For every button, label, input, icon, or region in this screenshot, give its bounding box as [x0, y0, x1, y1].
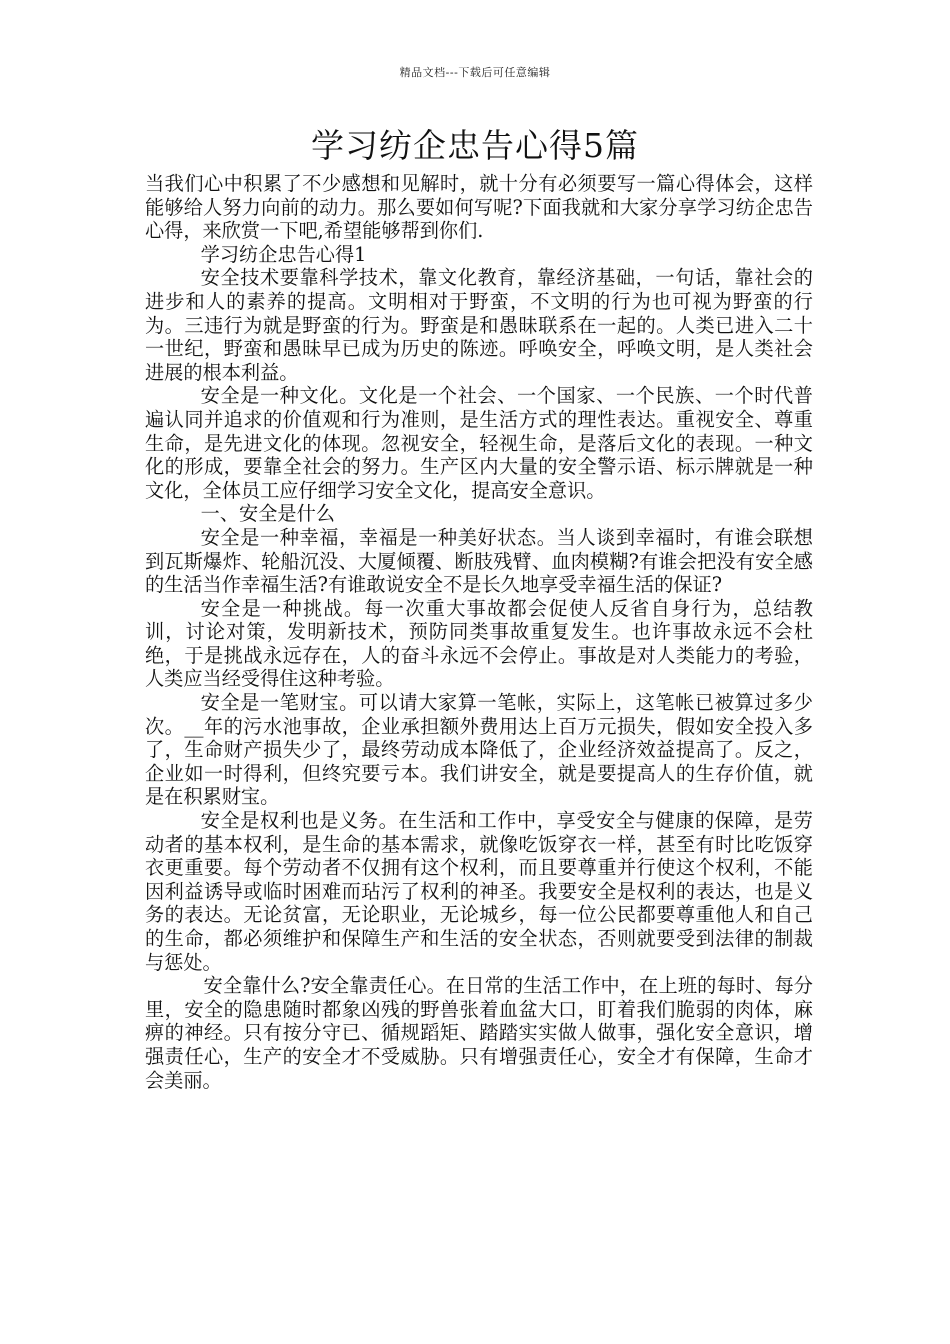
intro-paragraph: 当我们心中积累了不少感想和见解时，就十分有必须要写一篇心得体会，这样能够给人努力向前的动力。那么要如何写呢?下面我就和大家分享学习纺企忠告心得，来欣赏一下吧,希望能够帮到你们.	[145, 172, 813, 243]
document-title: 学习纺企忠告心得5篇	[311, 126, 639, 165]
body-paragraph: 安全靠什么?安全靠责任心。在日常的生活工作中，在上班的每时、每分里，安全的隐患随时都象凶残的野兽张着血盆大口，盯着我们脆弱的肉体，麻痹的神经。只有按分守已、循规蹈矩、踏踏实实做人做事，强化安全意识，增强责任心，生产的安全才不受威胁。只有增强责任心，安全才有保障，生命才会美丽。	[145, 974, 813, 1092]
body-paragraph: 安全是一种幸福，幸福是一种美好状态。当人谈到幸福时，有谁会联想到瓦斯爆炸、轮船沉没、大厦倾覆、断肢残臂、血肉模糊?有谁会把没有安全感的生活当作幸福生活?有谁敢说安全不是长久地享受幸福生活的保证?	[145, 525, 813, 597]
body-paragraph: 安全是一笔财宝。可以请大家算一笔帐，实际上，这笔帐已被算过多少次。__年的污水池事故，企业承担额外费用达上百万元损失，假如安全投入多了，生命财产损失少了，最终劳动成本降低了，企业经济效益提高了。反之，企业如一时得利，但终究要亏本。我们讲安全，就是要提高人的生存价值，就是在积累财宝。	[145, 691, 813, 809]
body-paragraph: 安全是一种挑战。每一次重大事故都会促使人反省自身行为，总结教训，讨论对策，发明新技术，预防同类事故重复发生。也许事故永远不会杜绝，于是挑战永远存在，人的奋斗永远不会停止。事故是对人类能力的考验，人类应当经受得住这种考验。	[145, 596, 813, 691]
document-body	[145, 172, 813, 1092]
subsection-heading: 一、安全是什么	[200, 502, 335, 526]
body-paragraph: 安全是权利也是义务。在生活和工作中，享受安全与健康的保障，是劳动者的基本权利，是生命的基本需求，就像吃饭穿衣一样，甚至有时比吃饭穿衣更重要。每个劳动者不仅拥有这个权利，而且要尊重并行使这个权利，不能因利益诱导或临时困难而玷污了权利的神圣。我要安全是权利的表达，也是义务的表达。无论贫富，无论职业，无论城乡，每一位公民都要尊重他人和自己的生命，都必须维护和保障生产和生活的安全状态，否则就要受到法律的制裁与惩处。	[145, 809, 813, 974]
page-header: 精品文档---下载后可任意编辑	[399, 66, 551, 79]
body-paragraph: 安全技术要靠科学技术，靠文化教育，靠经济基础，一句话，靠社会的进步和人的素养的提高。文明相对于野蛮，不文明的行为也可视为野蛮的行为。三违行为就是野蛮的行为。野蛮是和愚昧联系在一起的。人类已进入二十一世纪，野蛮和愚昧早已成为历史的陈迹。呼唤安全，呼唤文明，是人类社会进展的根本利益。	[145, 266, 813, 384]
body-paragraph: 安全是一种文化。文化是一个社会、一个国家、一个民族、一个时代普遍认同并追求的价值观和行为准则，是生活方式的理性表达。重视安全、尊重生命，是先进文化的体现。忽视安全，轻视生命，是落后文化的表现。一种文化的形成，要靠全社会的努力。生产区内大量的安全警示语、标示牌就是一种文化，全体员工应仔细学习安全文化，提高安全意识。	[145, 384, 813, 502]
section-heading: 学习纺企忠告心得1	[200, 242, 367, 266]
